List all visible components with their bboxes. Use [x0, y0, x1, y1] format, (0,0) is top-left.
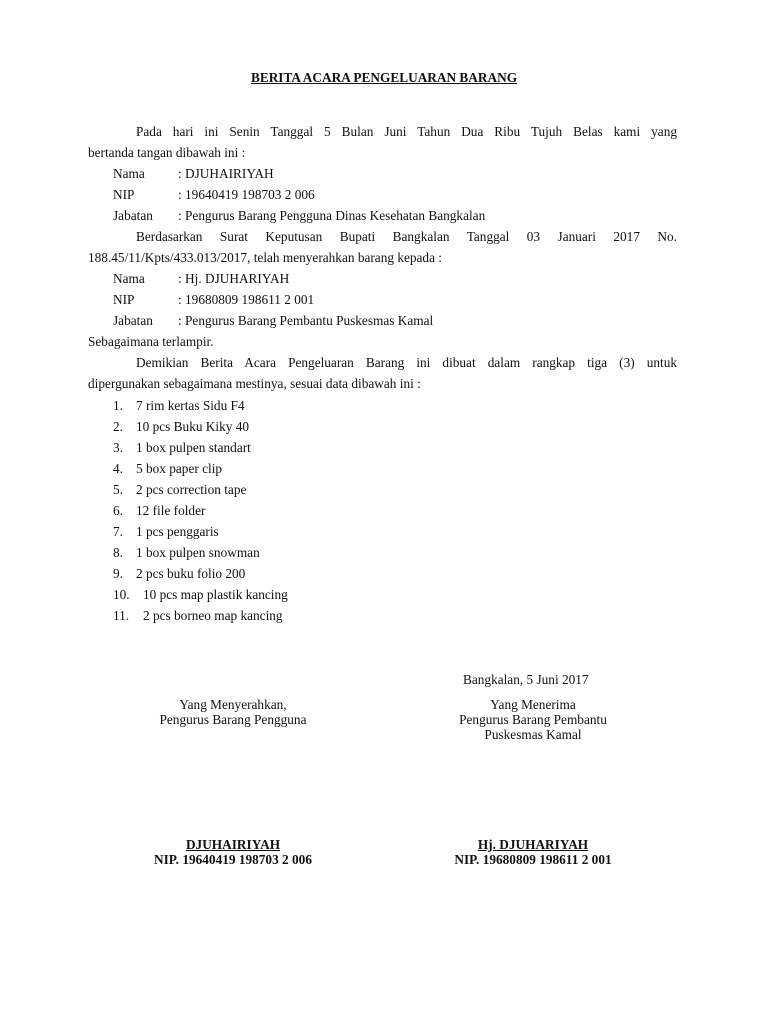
receiver-jabatan-label: Jabatan	[113, 313, 153, 328]
item-text: 2 pcs buku folio 200	[136, 566, 246, 581]
item-text: 10 pcs Buku Kiky 40	[136, 419, 250, 434]
item-number: 2.	[113, 419, 123, 434]
item-text: 1 box pulpen standart	[136, 440, 251, 455]
para3-line2: dipergunakan sebagaimana mestinya, sesuai data dibawah ini :	[88, 376, 421, 391]
item-number: 11.	[113, 608, 130, 623]
receiver-jabatan-value: : Pengurus Barang Pembantu Puskesmas Kamal	[178, 313, 434, 328]
item-number: 8.	[113, 545, 123, 560]
sign-right-name: Hj. DJUHARIYAH	[477, 837, 589, 852]
sign-left-role1: Yang Menyerahkan,	[179, 697, 287, 712]
para2-line2: 188.45/11/Kpts/433.013/2017, telah menyerahkan barang kepada :	[88, 250, 443, 265]
place-date: Bangkalan, 5 Juni 2017	[463, 672, 589, 687]
giver-nama-label: Nama	[113, 166, 145, 181]
item-number: 5.	[113, 482, 123, 497]
giver-jabatan-value: : Pengurus Barang Pengguna Dinas Kesehatan Bangkalan	[178, 208, 486, 223]
receiver-nama-label: Nama	[113, 271, 145, 286]
item-number: 9.	[113, 566, 123, 581]
receiver-nama-value: : Hj. DJUHARIYAH	[178, 271, 290, 286]
item-number: 1.	[113, 398, 123, 413]
para2-line1: Berdasarkan Surat Keputusan Bupati Bangkalan Tanggal 03 Januari 2017 No.	[136, 229, 677, 244]
para1-line1: Pada hari ini Senin Tanggal 5 Bulan Juni Tahun Dua Ribu Tujuh Belas kami yang	[136, 124, 677, 139]
item-text: 12 file folder	[136, 503, 206, 518]
item-number: 10.	[113, 587, 130, 602]
receiver-nip-label: NIP	[113, 292, 135, 307]
item-number: 4.	[113, 461, 123, 476]
sign-left-nip: NIP. 19640419 198703 2 006	[154, 852, 312, 867]
sign-left-role2: Pengurus Barang Pengguna	[159, 712, 307, 727]
item-text: 2 pcs borneo map kancing	[143, 608, 283, 623]
item-text: 5 box paper clip	[136, 461, 223, 476]
item-number: 6.	[113, 503, 123, 518]
document-title: BERITA ACARA PENGELUARAN BARANG	[250, 70, 518, 85]
item-text: 10 pcs map plastik kancing	[143, 587, 288, 602]
item-text: 7 rim kertas Sidu F4	[136, 398, 245, 413]
item-text: 1 box pulpen snowman	[136, 545, 260, 560]
para1-line2: bertanda tangan dibawah ini :	[88, 145, 246, 160]
giver-nip-label: NIP	[113, 187, 135, 202]
item-number: 3.	[113, 440, 123, 455]
para3-line1: Demikian Berita Acara Pengeluaran Barang ini dibuat dalam rangkap tiga (3) untuk	[136, 355, 677, 370]
item-number: 7.	[113, 524, 123, 539]
giver-nip-value: : 19640419 198703 2 006	[178, 187, 315, 202]
item-text: 1 pcs penggaris	[136, 524, 219, 539]
item-text: 2 pcs correction tape	[136, 482, 247, 497]
sign-right-role1: Yang Menerima	[490, 697, 576, 712]
sign-right-nip: NIP. 19680809 198611 2 001	[454, 852, 612, 867]
sign-right-role3: Puskesmas Kamal	[484, 727, 582, 742]
receiver-nip-value: : 19680809 198611 2 001	[178, 292, 315, 307]
giver-jabatan-label: Jabatan	[113, 208, 153, 223]
giver-nama-value: : DJUHAIRIYAH	[178, 166, 274, 181]
sebagaimana-text: Sebagaimana terlampir.	[88, 334, 214, 349]
sign-left-name: DJUHAIRIYAH	[185, 837, 281, 852]
sign-right-role2: Pengurus Barang Pembantu	[459, 712, 607, 727]
